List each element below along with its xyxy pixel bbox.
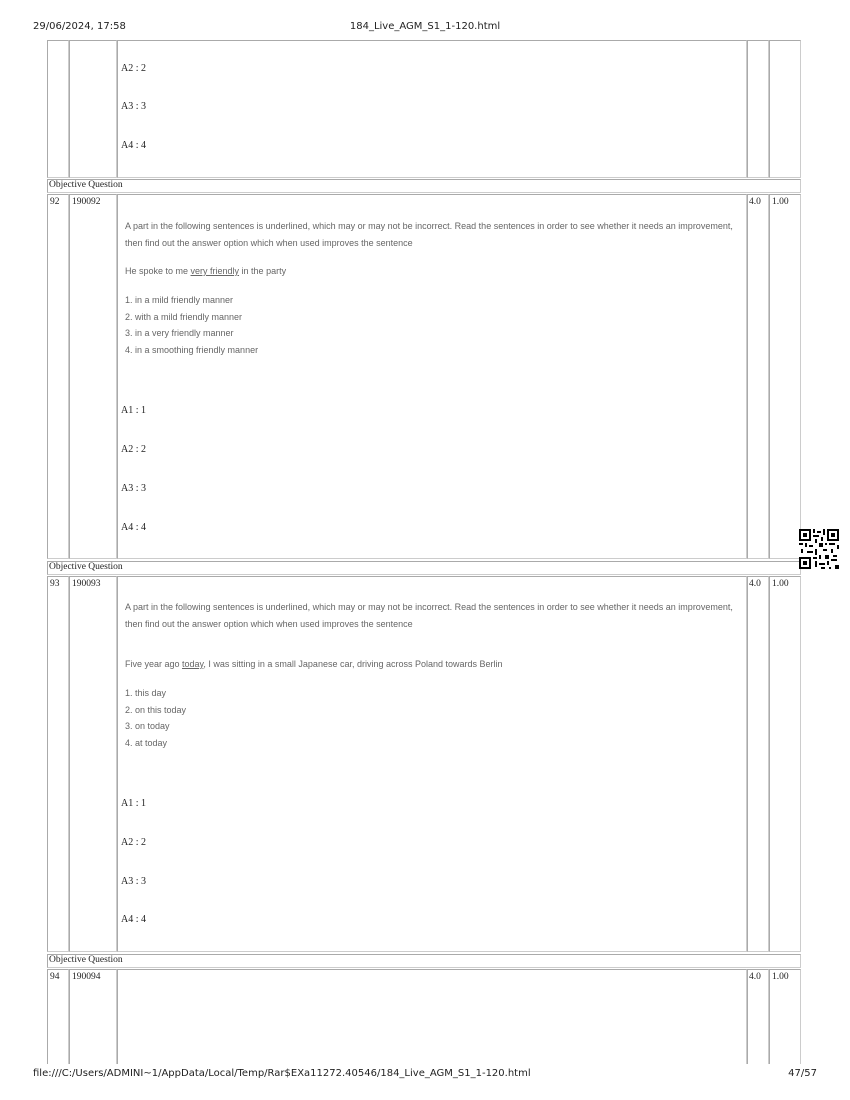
prev-marks-cell xyxy=(747,40,769,178)
question-type-label: Objective Question xyxy=(49,562,123,572)
question-number: 92 xyxy=(50,197,60,207)
negative-marks-cell xyxy=(769,576,801,952)
question-number-cell xyxy=(47,969,69,1064)
answer-option: A3 : 3 xyxy=(121,876,146,887)
question-type-label: Objective Question xyxy=(49,180,123,190)
answer-option: A1 : 1 xyxy=(121,405,146,416)
question-id: 190093 xyxy=(72,579,101,589)
question-type-row xyxy=(47,954,801,968)
qr-code-icon xyxy=(799,529,839,569)
option-item: 4. in a smoothing friendly manner xyxy=(125,344,259,355)
sentence-start: Five year ago xyxy=(125,659,183,669)
question-marks: 4.0 xyxy=(749,972,761,982)
option-list xyxy=(125,292,258,358)
prev-id-cell xyxy=(69,40,117,178)
prev-answer: A3 : 3 xyxy=(121,101,146,112)
answer-option: A1 : 1 xyxy=(121,798,146,809)
question-id-cell xyxy=(69,194,117,559)
option-item: 2. with a mild friendly manner xyxy=(125,311,243,322)
question-id: 190094 xyxy=(72,972,101,982)
option-item: 1. in a mild friendly manner xyxy=(125,295,234,305)
sentence-underlined-part: today xyxy=(182,659,204,669)
prev-negative-cell xyxy=(769,40,801,178)
answer-option: A4 : 4 xyxy=(121,522,146,533)
answer-option: A3 : 3 xyxy=(121,483,146,494)
question-type-row xyxy=(47,179,801,193)
question-content-cell xyxy=(117,969,747,1064)
answer-option: A2 : 2 xyxy=(121,444,146,455)
print-page-number: 47/57 xyxy=(788,1068,817,1079)
print-file-path: file:///C:/Users/ADMINI~1/AppData/Local/Temp/Rar$EXa11272.40546/184_Live_AGM_S1_1-120.html xyxy=(33,1068,531,1079)
answer-option: A4 : 4 xyxy=(121,914,146,925)
question-type-label: Objective Question xyxy=(49,955,123,965)
question-number: 93 xyxy=(50,579,60,589)
option-list xyxy=(125,685,186,751)
negative-marks-cell xyxy=(769,969,801,1064)
marks-cell xyxy=(747,969,769,1064)
question-id: 190092 xyxy=(72,197,101,207)
option-item: 1. this day xyxy=(125,688,167,698)
print-datetime: 29/06/2024, 17:58 xyxy=(33,21,126,32)
option-item: 3. in a very friendly manner xyxy=(125,328,234,338)
marks-cell xyxy=(747,576,769,952)
question-instruction: A part in the following sentences is underlined, which may or may not be incorrect. Read the sentences in order to see whether it needs an improvement, then find out the answer option which when used improves the sentence xyxy=(125,221,733,248)
marks-cell xyxy=(747,194,769,559)
prev-answer: A4 : 4 xyxy=(121,140,146,151)
sentence-start: He spoke to me xyxy=(125,266,191,276)
question-negative-marks: 1.00 xyxy=(772,197,789,207)
question-instruction: A part in the following sentences is underlined, which may or may not be incorrect. Read the sentences in order to see whether it needs an improvement, then find out the answer option which when used improves the sentence xyxy=(125,602,733,629)
question-type-row xyxy=(47,561,801,575)
prev-number-cell xyxy=(47,40,69,178)
option-item: 4. at today xyxy=(125,737,168,748)
question-number-cell xyxy=(47,194,69,559)
question-negative-marks: 1.00 xyxy=(772,972,789,982)
sentence-end: , I was sitting in a small Japanese car, driving across Poland towards Berlin xyxy=(203,659,503,669)
sentence-underlined-part: very friendly xyxy=(190,266,240,276)
question-marks: 4.0 xyxy=(749,197,761,207)
prev-answer: A2 : 2 xyxy=(121,63,146,74)
option-item: 2. on this today xyxy=(125,704,187,715)
question-sentence xyxy=(125,659,503,669)
question-number-cell xyxy=(47,576,69,952)
question-id-cell xyxy=(69,969,117,1064)
print-title: 184_Live_AGM_S1_1-120.html xyxy=(349,21,501,32)
question-number: 94 xyxy=(50,972,60,982)
prev-content-cell xyxy=(117,40,747,178)
question-id-cell xyxy=(69,576,117,952)
answer-option: A2 : 2 xyxy=(121,837,146,848)
sentence-end: in the party xyxy=(239,266,287,276)
option-item: 3. on today xyxy=(125,721,170,731)
question-sentence xyxy=(125,266,286,276)
negative-marks-cell xyxy=(769,194,801,559)
question-marks: 4.0 xyxy=(749,579,761,589)
question-negative-marks: 1.00 xyxy=(772,579,789,589)
